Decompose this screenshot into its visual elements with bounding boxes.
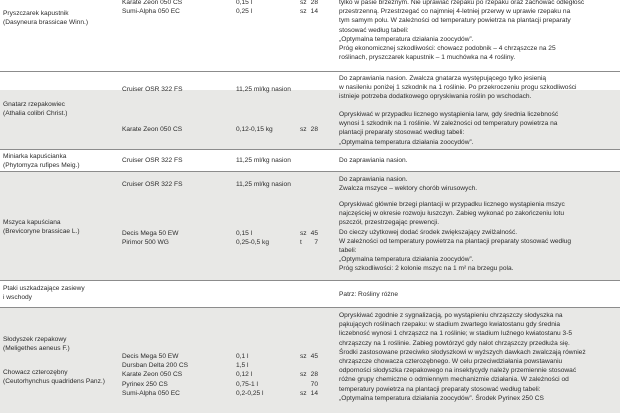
note-line: Opryskiwać zgodnie z sygnalizacją, po wystąpieniu chrząszczy słodyszka na xyxy=(339,312,563,319)
waiting-days: 14 xyxy=(310,389,318,397)
dose-cell xyxy=(236,229,269,247)
dose-value: 11,25 ml/kg nasion xyxy=(236,157,291,164)
waiting-days: 45 xyxy=(310,230,318,237)
pest-common-name: Pryszczarek kapustnik xyxy=(3,10,69,17)
preparation-name: Sumi-Alpha 050 EC xyxy=(122,8,180,16)
waiting-days xyxy=(310,361,318,370)
preparation-cell xyxy=(122,0,182,16)
preparation-cell xyxy=(122,180,182,189)
dose-cell xyxy=(236,156,291,165)
application-code xyxy=(300,361,307,370)
notes-cell xyxy=(339,0,617,62)
note-line: „Optymalna temperatura działania zoocydów”. xyxy=(339,35,474,43)
waiting-period-cell xyxy=(310,229,318,247)
dose-value: 0,15 l xyxy=(236,230,253,237)
note-line: chrząszcze chowacza czterozębnego. W celu przeciwdziałania powstawaniu xyxy=(339,357,563,365)
application-code: sz xyxy=(300,0,307,6)
note-line: pszczół, przestrzegając prewencji. xyxy=(339,219,440,227)
preparation-name: Decis Mega 50 EW xyxy=(122,230,179,237)
waiting-days: 7 xyxy=(314,239,318,247)
waiting-days: 70 xyxy=(310,380,318,388)
note-line: Do zaprawiania nasion. xyxy=(339,176,408,183)
pest-latin-name: (Brevicoryne brassicae L.) xyxy=(3,228,80,236)
preparation-name: Karate Zeon 050 CS xyxy=(122,0,183,6)
note-line: odporności słodyszka rzepakowego na insektycydy należy przemiennie stosować xyxy=(339,367,577,375)
note-line: chrząszczy na 1 roślinie. Zabieg powtórzyć gdy nalot chrząszczy przedłuża się. xyxy=(339,339,570,347)
application-cell xyxy=(300,0,307,16)
pest-latin-name: (Ceutorhynchus quadridens Panz.) xyxy=(3,378,105,386)
note-line: wynosi 1 szkodnik na 1 roślinie. W zależności od temperatury powietrza na xyxy=(339,120,558,128)
preparation-cell xyxy=(122,85,182,94)
application-cell xyxy=(300,352,307,398)
pest-latin-name: (Athalia colibri Christ.) xyxy=(3,110,68,118)
note-line: najczęściej w okresie rozwoju łuszczyn. Zabieg wykonać po zakończeniu lotu xyxy=(339,210,565,218)
table-row xyxy=(0,307,620,413)
dose-value: 0,15 l xyxy=(236,0,253,6)
pest-common-name-cont: i wschody xyxy=(3,294,32,302)
note-line: Zwalcza mszyce – wektory chorób wirusowych. xyxy=(339,185,478,193)
pest-common-name: Miniarka kapuścianka xyxy=(3,153,67,160)
preparation-name: Dursban Delta 200 CS xyxy=(122,362,188,370)
preparation-name: Cruiser OSR 322 FS xyxy=(122,86,183,93)
pest-common-name: Mszyca kapuściana xyxy=(3,219,61,226)
pest-common-name: Ptaki uszkadzające zasiewy xyxy=(3,285,85,292)
preparation-cell xyxy=(122,156,182,165)
note-line: „Optymalna temperatura działania zoocydów”. Środek Pyrinex 250 CS xyxy=(339,394,544,402)
pest-name-cell xyxy=(3,335,118,353)
dose-cell xyxy=(236,180,291,189)
note-line: różne grupy chemiczne o odmiennym mechanizmie działania. W zależności od xyxy=(339,376,569,384)
note-line: Próg szkodliwości: 2 kolonie mszyc na 1 m² na brzegu pola. xyxy=(339,265,514,273)
dose-value: 0,12-0,15 kg xyxy=(236,126,273,133)
dose-value: 0,2-0,25 l xyxy=(236,389,264,397)
application-code: t xyxy=(300,239,302,247)
application-code: sz xyxy=(300,126,307,133)
note-line: stosować według tabeli: xyxy=(339,26,409,34)
preparation-name: Sumi-Alpha 050 EC xyxy=(122,389,180,397)
note-line: Patrz: Rośliny różne xyxy=(339,291,398,298)
note-line: plantacji preparaty stosować według tabeli: xyxy=(339,129,465,137)
note-line: „Optymalna temperatura działania zoocydów”. xyxy=(339,138,474,146)
waiting-period-cell xyxy=(310,0,318,16)
waiting-period-cell xyxy=(310,125,318,134)
application-code: sz xyxy=(300,389,307,397)
pest-common-name: Gnatarz rzepakowiec xyxy=(3,101,65,108)
preparation-name: Pyrinex 250 CS xyxy=(122,380,168,388)
dose-value: 11,25 ml/kg nasion xyxy=(236,86,291,93)
notes-cell xyxy=(339,290,617,299)
waiting-days: 28 xyxy=(310,0,318,6)
dose-cell xyxy=(236,125,273,134)
table-row xyxy=(0,171,620,280)
pest-common-name: Słodyszek rzepakowy xyxy=(3,336,67,343)
preparation-name: Cruiser OSR 322 FS xyxy=(122,181,183,188)
pest-name-cell xyxy=(3,152,118,170)
preparation-cell xyxy=(122,229,178,247)
application-code: sz xyxy=(300,8,307,16)
waiting-days: 45 xyxy=(310,353,318,360)
pest-name-cell xyxy=(3,100,118,118)
pest-name-cell xyxy=(3,218,118,236)
note-line: Do zaprawiania nasion. Zwalcza gnatarza występującego tylko jesienią xyxy=(339,75,547,82)
notes-cell xyxy=(339,175,617,193)
note-line: W zależności od temperatury powietrza na plantacji preparaty stosować według xyxy=(339,237,571,245)
dose-cell xyxy=(236,352,264,398)
dose-value: 11,25 ml/kg nasion xyxy=(236,181,291,188)
note-line: tabeli: xyxy=(339,246,357,254)
note-line: przestrzenną. Przestrzegać co najmniej 4-letniej przerwy w uprawie rzepaku na xyxy=(339,8,571,16)
note-line: Próg ekonomicznej szkodliwości: chowacz podobnik – 4 chrząszcze na 25 xyxy=(339,44,556,52)
dose-cell xyxy=(236,85,291,94)
waiting-period-cell xyxy=(310,352,318,398)
pest-latin-name: (Phytomyza rufipes Meig.) xyxy=(3,162,80,170)
preparation-name: Cruiser OSR 322 FS xyxy=(122,157,183,164)
notes-cell xyxy=(339,200,617,274)
application-code: sz xyxy=(300,230,307,237)
pest-name-cell xyxy=(3,368,118,386)
preparation-name: Pirimor 500 WG xyxy=(122,239,169,247)
waiting-days: 14 xyxy=(310,8,318,16)
dose-value: 0,12 l xyxy=(236,371,253,379)
note-line: temperatury powietrza na plantacji preparaty stosować według tabeli: xyxy=(339,385,541,393)
pest-latin-name: (Dasyneura brassicae Winn.) xyxy=(3,19,89,27)
table-row xyxy=(0,71,620,149)
preparation-name: Karate Zeon 050 CS xyxy=(122,371,183,379)
note-line: tym samym polu. W zależności od temperatury powietrza na plantacji preparaty xyxy=(339,17,571,25)
pest-common-name: Chowacz czterozębny xyxy=(3,369,68,376)
pest-latin-name: (Meligethes aeneus F.) xyxy=(3,345,70,353)
notes-cell xyxy=(339,311,617,403)
preparation-name: Karate Zeon 050 CS xyxy=(122,126,183,133)
application-code: sz xyxy=(300,371,307,379)
pest-name-cell xyxy=(3,284,118,302)
note-line: Opryskiwać w przypadku licznego wystąpienia larw, gdy średnia liczebność xyxy=(339,111,559,118)
note-line: tylko w pasie brzeżnym. Nie uprawiać rzepaku po rzepaku oraz zachować odległość xyxy=(339,0,585,6)
dose-value: 0,1 l xyxy=(236,353,249,360)
table-row xyxy=(0,280,620,307)
notes-cell xyxy=(339,74,617,102)
application-cell xyxy=(300,125,307,134)
note-line: pąkujących roślinach rzepaku: w stadium zwartego kwiatostanu gdy średnia xyxy=(339,321,561,329)
note-line: „Optymalna temperatura działania zoocydów”. xyxy=(339,256,474,264)
note-line: Do zaprawiania nasion. xyxy=(339,157,408,164)
application-cell xyxy=(300,229,307,247)
note-line: istnieje potrzeba dodatkowego opryskiwania roślin po wschodach. xyxy=(339,93,532,101)
pest-name-cell xyxy=(3,9,118,27)
application-code xyxy=(300,380,307,389)
notes-cell xyxy=(339,156,617,165)
dose-value: 0,75-1 l xyxy=(236,380,258,388)
waiting-days: 28 xyxy=(310,371,318,379)
preparation-cell xyxy=(122,352,188,398)
note-line: Opryskiwać głównie brzegi plantacji w przypadku licznego wystąpienia mszyc xyxy=(339,201,565,208)
note-line: Środki zastosowane przeciwko słodyszkowi w wyższych dawkach zwalczają również xyxy=(339,348,586,356)
notes-cell xyxy=(339,110,617,147)
note-line: Do cieczy użytkowej dodać środek zwiększający zwilżalność. xyxy=(339,228,518,236)
note-line: roślinach, pryszczarek kapustnik – 1 muchówka na 4 rośliny. xyxy=(339,54,516,62)
table-row xyxy=(0,149,620,171)
preparation-cell xyxy=(122,125,182,134)
preparation-name: Decis Mega 50 EW xyxy=(122,353,179,360)
waiting-days: 28 xyxy=(310,126,318,133)
dose-cell xyxy=(236,0,252,16)
application-code: sz xyxy=(300,353,307,360)
dose-value: 1,5 l xyxy=(236,362,249,370)
dose-value: 0,25 l xyxy=(236,8,253,16)
dose-value: 0,25-0,5 kg xyxy=(236,239,269,247)
note-line: w nasileniu poniżej 1 szkodnik na 1 roślinie. Po przekroczeniu progu szkodliwości xyxy=(339,84,577,92)
note-line: liczebność wynosi 1 chrząszcz na 1 roślinie; w stadium luźnego kwiatostanu 3-5 xyxy=(339,330,573,338)
